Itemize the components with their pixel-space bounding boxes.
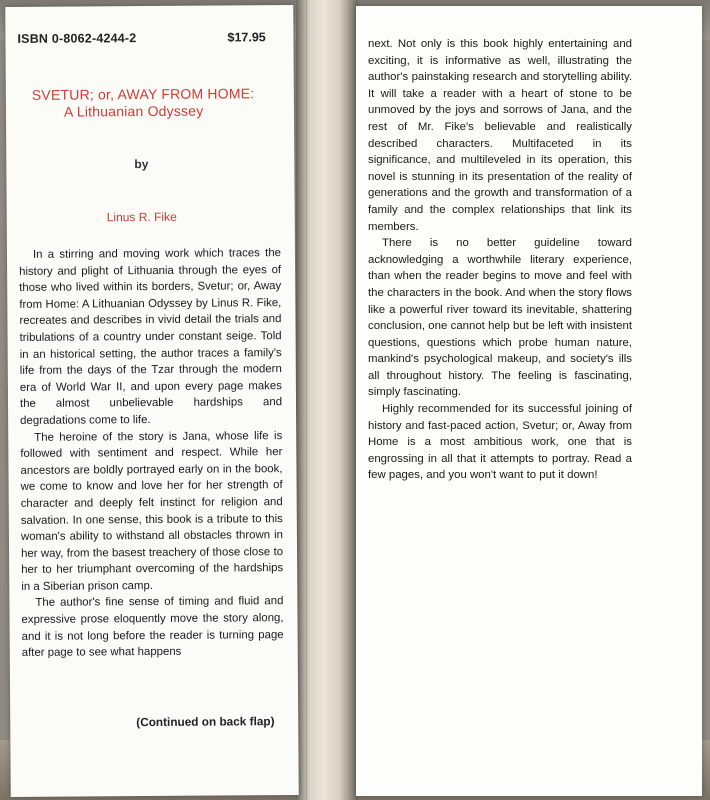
- book-title-line2: A Lithuanian Odyssey: [63, 102, 204, 120]
- front-flap: [5, 5, 299, 797]
- price-label: $17.95: [227, 30, 266, 45]
- author-name: Linus R. Fike: [106, 209, 177, 225]
- body-paragraph: Highly recommended for its successful joining of history and fast-paced action, Svetur; or, Away from Home is a most ambitious work, one that is engrossing in all that it attempts to portray. Read a few pages, and you won't want to put it down!: [368, 403, 632, 482]
- spine-edge: [306, 0, 307, 800]
- front-flap-body: [19, 245, 284, 662]
- body-paragraph: The author's fine sense of timing and fluid and expressive prose eloquently move the story along, and it is not long before the reader is turning page after page to see what happens: [21, 595, 284, 660]
- back-flap: [356, 6, 702, 796]
- body-paragraph: The heroine of the story is Jana, whose life is followed with sentiment and respect. While her ancestors are boldly portrayed early on in the book, we come to know and love her for her strength of character and deeply felt instinct for religion and salvation. In one sense, this book is a tribute to this woman's ability to withstand all obstacles thrown in her way, from the basest treachery of those close to her to her triumphant overcoming of the hardships in a Siberian prison camp.: [20, 429, 284, 593]
- spine-edge: [346, 0, 347, 800]
- body-paragraph: There is no better guideline toward acknowledging a worthwhile literary experience, than when the reader begins to move and feel with the characters in the book. And when the story flows like a powerful river toward its inevitable, shattering conclusion, one cannot help but be left with insistent questions, questions which probe human nature, mankind's psychological makeup, and society's ills all throughout history. The feeling is fascinating, simply fascinating.: [368, 237, 632, 399]
- book-title-line1: SVETUR; or, AWAY FROM HOME:: [31, 85, 255, 103]
- body-paragraph: next. Not only is this book highly entertaining and exciting, it is informative as well, illustrating the author's painstaking research and storytelling ability. It will take a reader with a heart of stone to be unmoved by the joys and sorrows of Jana, and the rest of Mr. Fike's believable and realistically described characters. Multifaceted in its significance, and multileveled in its operation, this novel is stunning in its presentation of the reality of generations and the growth and transformation of a family and the complex relationships that link its members.: [368, 38, 632, 233]
- back-flap-body: [368, 36, 632, 484]
- body-paragraph: In a stirring and moving work which traces the history and plight of Lithuania through the eyes of those who lived within its borders, Svetur; or, Away from Home: A Lithuanian Odyssey by Linus R. Fike, recreates and describes in vivid detail the trials and tribulations of a country under constant seige. Told in an historical setting, the author traces a family's life from the days of the Tzar through the modern era of World War II, and upon every page makes the almost unbelievable hardships and degradations come to life.: [19, 247, 283, 427]
- by-label: by: [134, 157, 149, 172]
- continued-note: (Continued on back flap): [136, 714, 275, 730]
- isbn-label: ISBN 0-8062-4244-2: [17, 31, 137, 46]
